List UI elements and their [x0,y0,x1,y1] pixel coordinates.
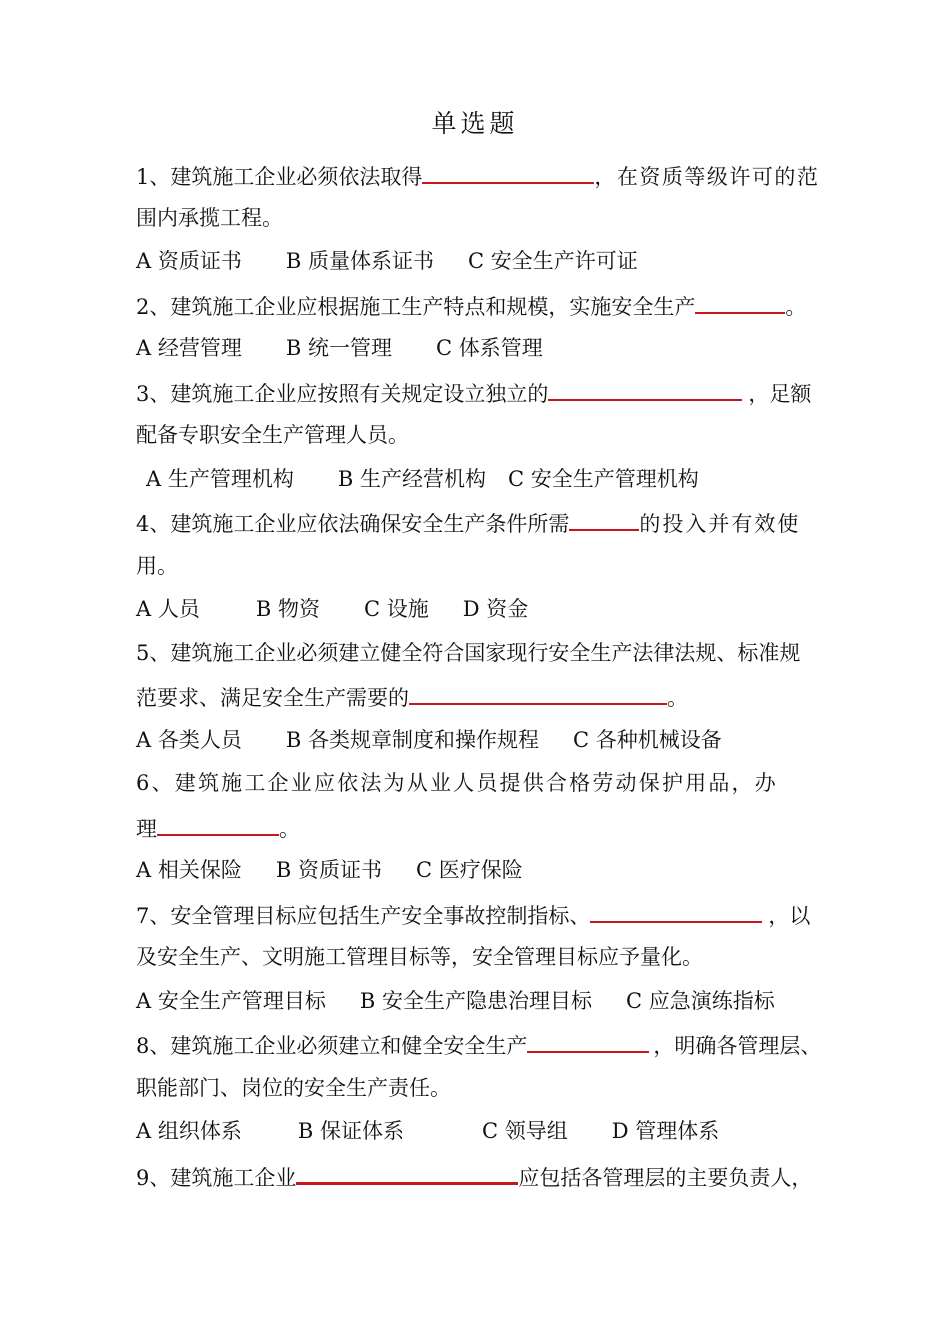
answer-blank [409,681,667,705]
question-5-options [136,725,838,755]
question-8-options [136,1116,838,1146]
question-text: 3、建筑施工企业应按照有关规定设立独立的 [136,382,549,406]
option: A 组织体系 [136,1119,242,1143]
question-6-line-1: 6、建筑施工企业应依法为从业人员提供合格劳动保护用品，办 [136,771,778,795]
option: C 安全生产管理机构 [507,467,699,491]
question-2-options [136,333,838,363]
option: C 领导组 [481,1119,568,1143]
option: A 安全生产管理目标 [136,989,326,1013]
question-2-line-1 [136,290,838,320]
question-text: 。 [785,295,807,319]
option: C 医疗保险 [415,858,523,882]
option: B 统一管理 [285,336,392,360]
option: C 设施 [363,597,429,621]
question-text: 范要求、满足安全生产需要的 [136,686,409,710]
option: B 各类规章制度和操作规程 [285,728,539,752]
option: A 相关保险 [136,858,242,882]
question-8-line-1 [136,1029,838,1059]
answer-blank [422,160,594,184]
question-4-line-2: 用。 [136,554,178,578]
question-1-options [136,246,838,276]
question-3-options [146,464,848,494]
answer-blank [590,899,762,923]
option: D 资金 [462,597,529,621]
question-text: ，足额 [748,382,812,406]
question-7-options [136,986,838,1016]
option: A 各类人员 [136,728,242,752]
question-3-line-1 [136,377,838,407]
option: B 质量体系证书 [285,249,434,273]
question-7-line-2: 及安全生产、文明施工管理目标等，安全管理目标应予量化。 [136,945,703,969]
question-5-line-2 [136,681,838,711]
answer-blank [695,290,785,314]
question-4-line-1 [136,507,838,537]
question-text: ，以 [768,904,811,928]
answer-blank [157,812,279,836]
question-7-line-1 [136,899,838,929]
question-9-line-1 [136,1160,838,1190]
question-text: 。 [279,817,300,841]
question-6-options [136,855,838,885]
question-6-line-2 [136,812,838,842]
question-8-line-2: 职能部门、岗位的安全生产责任。 [136,1076,451,1100]
question-text: 的投入并有效使 [639,512,801,536]
option: B 资质证书 [275,858,382,882]
question-text: 4、建筑施工企业应依法确保安全生产条件所需 [136,512,570,536]
question-text: 。 [667,686,688,710]
question-text: 9、建筑施工企业 [136,1166,297,1190]
option: C 安全生产许可证 [467,249,638,273]
option: D 管理体系 [611,1119,720,1143]
answer-blank [296,1160,518,1185]
option: A 资质证书 [136,249,242,273]
question-text: 8、建筑施工企业必须建立和健全安全生产 [136,1034,528,1058]
question-text: ，明确各管理层、 [653,1034,822,1058]
question-text: 1、建筑施工企业必须依法取得 [136,165,423,189]
question-text: 理 [136,817,157,841]
option: A 生产管理机构 [146,467,294,491]
option: A 人员 [136,597,200,621]
page-title: 单选题 [431,109,519,138]
question-1-line-2: 围内承揽工程。 [136,206,283,230]
question-text: ，在资质等级许可的范 [594,165,820,189]
question-4-options [136,594,838,624]
question-text: 应包括各管理层的主要负责人， [518,1166,813,1190]
option: C 各种机械设备 [572,728,722,752]
answer-blank [527,1029,649,1053]
option: C 体系管理 [435,336,543,360]
question-1-line-1 [136,160,838,190]
question-text: 2、建筑施工企业应根据施工生产特点和规模，实施安全生产 [136,295,696,319]
option: B 安全生产隐患治理目标 [359,989,592,1013]
option: B 物资 [255,597,320,621]
option: B 保证体系 [297,1119,404,1143]
question-3-line-2: 配备专职安全生产管理人员。 [136,423,409,447]
question-text: 7、安全管理目标应包括生产安全事故控制指标、 [136,904,591,928]
option: B 生产经营机构 [337,467,486,491]
answer-blank [548,377,742,401]
option: C 应急演练指标 [625,989,775,1013]
question-5-line-1: 5、建筑施工企业必须建立健全符合国家现行安全生产法律法规、标准规 [136,641,801,665]
option: A 经营管理 [136,336,242,360]
answer-blank [569,507,639,531]
